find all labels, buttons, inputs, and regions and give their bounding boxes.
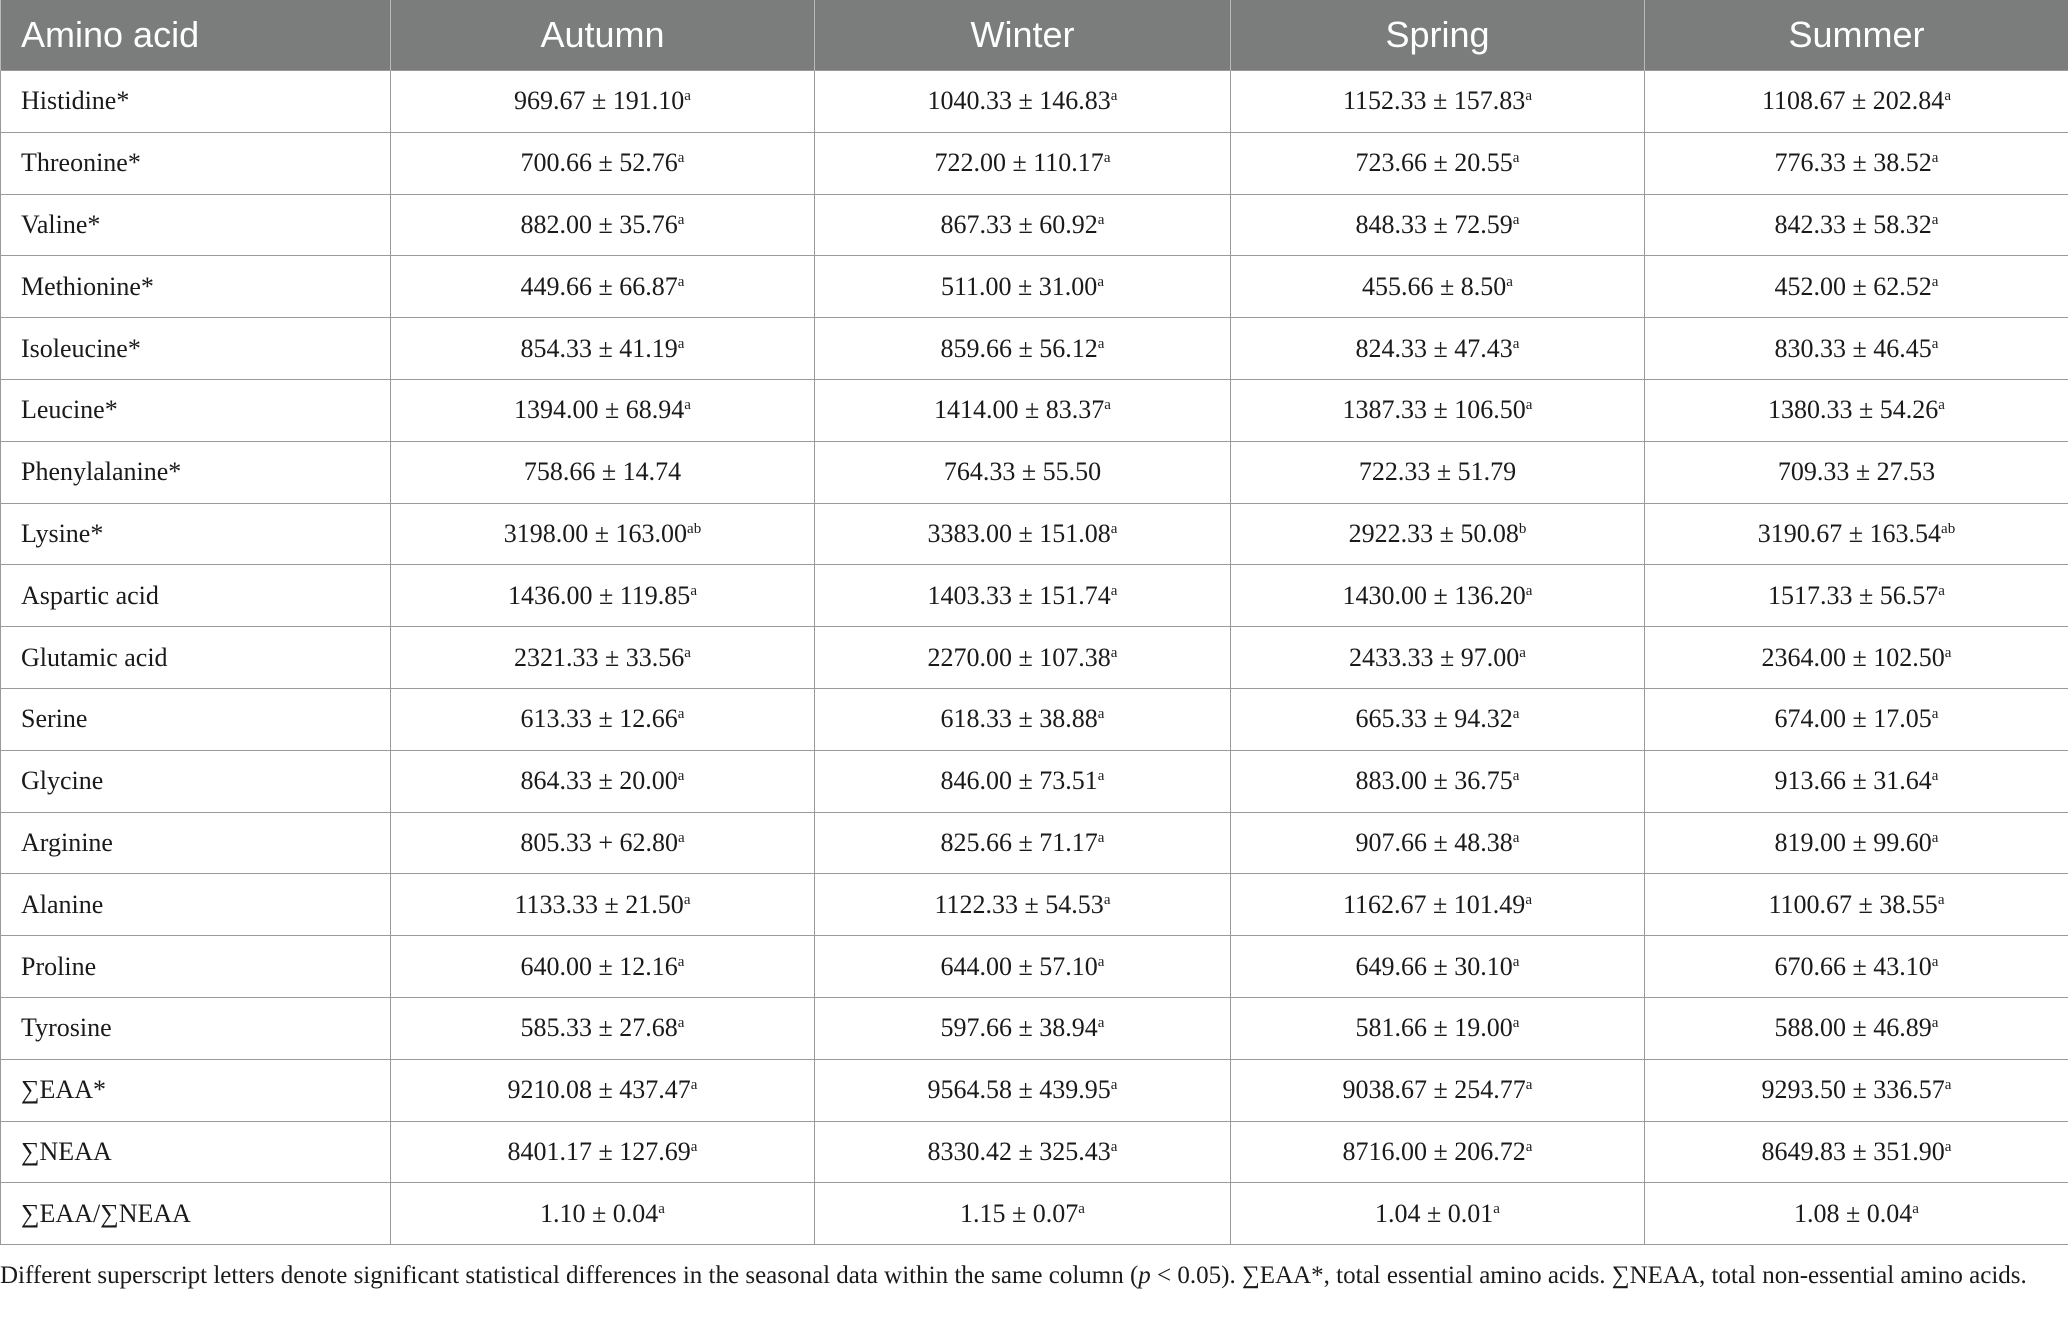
mean-sd-value: 854.33 ± 41.19	[520, 333, 678, 363]
value-cell-summer	[1645, 318, 2068, 380]
mean-sd-value: 1436.00 ± 119.85	[508, 580, 691, 610]
mean-sd-value: 1380.33 ± 54.26	[1768, 395, 1939, 425]
significance-letter: a	[684, 644, 691, 661]
value-cell-spring	[1231, 1059, 1645, 1121]
significance-letter: a	[1525, 1077, 1533, 1094]
significance-letter: a	[1097, 768, 1105, 785]
mean-sd-value: 9564.58 ± 439.95	[927, 1075, 1111, 1105]
mean-sd-value: 776.33 ± 38.52	[1774, 148, 1932, 178]
value-cell-winter	[815, 441, 1231, 503]
significance-letter: a	[1078, 1200, 1085, 1217]
mean-sd-value: 830.33 ± 46.45	[1774, 333, 1932, 363]
significance-letter: a	[1110, 88, 1118, 105]
mean-sd-value: 846.00 ± 73.51	[940, 766, 1098, 796]
significance-letter: a	[1931, 706, 1939, 723]
value-cell-autumn	[391, 812, 815, 874]
significance-letter: a	[1512, 335, 1520, 352]
amino-acid-name: Aspartic acid	[1, 565, 391, 627]
mean-sd-value: 2270.00 ± 107.38	[927, 642, 1111, 672]
significance-letter: a	[1097, 211, 1105, 228]
significance-letter: a	[1512, 211, 1520, 228]
mean-sd-value: 2364.00 ± 102.50	[1761, 642, 1945, 672]
value-cell-autumn	[391, 132, 815, 194]
significance-letter: a	[677, 768, 685, 785]
table-row	[1, 750, 2068, 812]
mean-sd-value: 842.33 ± 58.32	[1774, 209, 1932, 239]
mean-sd-value: 700.66 ± 52.76	[520, 148, 678, 178]
significance-letter: a	[1512, 150, 1520, 167]
mean-sd-value: 1100.67 ± 38.55	[1768, 889, 1938, 919]
mean-sd-value: 859.66 ± 56.12	[940, 333, 1098, 363]
significance-letter: a	[690, 1138, 698, 1155]
value-cell-winter	[815, 1183, 1231, 1245]
amino-acid-name: Histidine*	[1, 71, 391, 133]
mean-sd-value: 1122.33 ± 54.53	[934, 889, 1104, 919]
mean-sd-value: 613.33 ± 12.66	[520, 704, 678, 734]
table-row	[1, 1059, 2068, 1121]
mean-sd-value: 8401.17 ± 127.69	[507, 1136, 691, 1166]
amino-acid-name: Proline	[1, 936, 391, 998]
table-row	[1, 565, 2068, 627]
value-cell-autumn	[391, 1121, 815, 1183]
amino-acid-name: Methionine*	[1, 256, 391, 318]
amino-acid-name: Glycine	[1, 750, 391, 812]
amino-acid-name: ∑NEAA	[1, 1121, 391, 1183]
mean-sd-value: 2922.33 ± 50.08	[1348, 518, 1519, 548]
significance-letter: a	[1944, 1077, 1952, 1094]
mean-sd-value: 455.66 ± 8.50	[1362, 271, 1507, 301]
table-row	[1, 132, 2068, 194]
value-cell-spring	[1231, 194, 1645, 256]
table-row	[1, 874, 2068, 936]
table-row	[1, 441, 2068, 503]
value-cell-spring	[1231, 997, 1645, 1059]
mean-sd-value: 805.33 + 62.80	[520, 827, 678, 857]
value-cell-autumn	[391, 379, 815, 441]
significance-letter: a	[1912, 1200, 1919, 1217]
significance-letter: a	[1110, 520, 1118, 537]
mean-sd-value: 9038.67 ± 254.77	[1342, 1075, 1526, 1105]
mean-sd-value: 452.00 ± 62.52	[1774, 271, 1932, 301]
mean-sd-value: 825.66 ± 71.17	[940, 827, 1098, 857]
value-cell-autumn	[391, 874, 815, 936]
value-cell-spring	[1231, 71, 1645, 133]
significance-letter: a	[1938, 582, 1945, 599]
significance-letter: a	[1512, 829, 1520, 846]
significance-letter: ab	[1941, 520, 1956, 537]
significance-letter: a	[1931, 150, 1939, 167]
value-cell-summer	[1645, 688, 2068, 750]
amino-acid-name: Valine*	[1, 194, 391, 256]
significance-letter: a	[1512, 953, 1520, 970]
value-cell-winter	[815, 132, 1231, 194]
amino-acid-name: ∑EAA/∑NEAA	[1, 1183, 391, 1245]
significance-letter: a	[1097, 829, 1105, 846]
mean-sd-value: 9210.08 ± 437.47	[507, 1075, 691, 1105]
significance-letter: a	[1525, 582, 1533, 599]
value-cell-autumn	[391, 997, 815, 1059]
mean-sd-value: 618.33 ± 38.88	[940, 704, 1098, 734]
significance-letter: a	[677, 1015, 685, 1032]
mean-sd-value: 723.66 ± 20.55	[1355, 148, 1513, 178]
significance-letter: a	[1110, 1077, 1118, 1094]
mean-sd-value: 1108.67 ± 202.84	[1762, 86, 1945, 116]
value-cell-summer	[1645, 379, 2068, 441]
significance-letter: a	[1512, 768, 1520, 785]
value-cell-spring	[1231, 565, 1645, 627]
mean-sd-value: 640.00 ± 12.16	[520, 951, 678, 981]
value-cell-summer	[1645, 441, 2068, 503]
value-cell-spring	[1231, 750, 1645, 812]
value-cell-spring	[1231, 1121, 1645, 1183]
footnote-text-2: < 0.05). ∑EAA*, total essential amino acids. ∑NEAA, total non-essential amino acids.	[1150, 1262, 2027, 1289]
significance-letter: a	[658, 1200, 665, 1217]
value-cell-summer	[1645, 750, 2068, 812]
table-row	[1, 194, 2068, 256]
value-cell-winter	[815, 379, 1231, 441]
value-cell-summer	[1645, 1121, 2068, 1183]
significance-letter: a	[1103, 891, 1111, 908]
mean-sd-value: 1387.33 ± 106.50	[1342, 395, 1526, 425]
table-row	[1, 256, 2068, 318]
value-cell-autumn	[391, 565, 815, 627]
mean-sd-value: 2321.33 ± 33.56	[514, 642, 685, 672]
mean-sd-value: 1403.33 ± 151.74	[927, 580, 1111, 610]
significance-letter: a	[1525, 88, 1532, 105]
mean-sd-value: 1414.00 ± 83.37	[934, 395, 1105, 425]
mean-sd-value: 649.66 ± 30.10	[1355, 951, 1513, 981]
value-cell-autumn	[391, 688, 815, 750]
mean-sd-value: 588.00 ± 46.89	[1774, 1013, 1932, 1043]
value-cell-winter	[815, 997, 1231, 1059]
mean-sd-value: 2433.33 ± 97.00	[1349, 642, 1520, 672]
value-cell-summer	[1645, 194, 2068, 256]
value-cell-summer	[1645, 132, 2068, 194]
mean-sd-value: 867.33 ± 60.92	[940, 209, 1098, 239]
mean-sd-value: 882.00 ± 35.76	[520, 209, 678, 239]
significance-letter: a	[677, 150, 685, 167]
significance-letter: a	[684, 88, 691, 105]
table-row	[1, 1183, 2068, 1245]
table-row	[1, 997, 2068, 1059]
value-cell-winter	[815, 503, 1231, 565]
table-row	[1, 379, 2068, 441]
significance-letter: a	[677, 706, 685, 723]
mean-sd-value: 9293.50 ± 336.57	[1761, 1075, 1945, 1105]
value-cell-winter	[815, 565, 1231, 627]
header-autumn: Autumn	[391, 0, 815, 71]
significance-letter: a	[683, 891, 691, 908]
mean-sd-value: 1394.00 ± 68.94	[514, 395, 685, 425]
value-cell-winter	[815, 874, 1231, 936]
value-cell-autumn	[391, 441, 815, 503]
value-cell-winter	[815, 688, 1231, 750]
significance-letter: a	[677, 335, 685, 352]
value-cell-summer	[1645, 1059, 2068, 1121]
mean-sd-value: 1133.33 ± 21.50	[514, 889, 684, 919]
footnote-p-symbol: p	[1138, 1262, 1151, 1289]
value-cell-summer	[1645, 503, 2068, 565]
significance-letter: a	[1944, 88, 1951, 105]
mean-sd-value: 8330.42 ± 325.43	[927, 1136, 1111, 1166]
mean-sd-value: 511.00 ± 31.00	[941, 271, 1098, 301]
mean-sd-value: 1.08 ± 0.04	[1794, 1198, 1913, 1228]
significance-letter: a	[1931, 335, 1939, 352]
value-cell-spring	[1231, 1183, 1645, 1245]
mean-sd-value: 8649.83 ± 351.90	[1761, 1136, 1945, 1166]
table-row	[1, 318, 2068, 380]
significance-letter: a	[1104, 397, 1111, 414]
significance-letter: a	[1525, 1138, 1533, 1155]
value-cell-spring	[1231, 874, 1645, 936]
significance-letter: a	[1097, 273, 1104, 290]
significance-letter: a	[1110, 1138, 1118, 1155]
mean-sd-value: 1.04 ± 0.01	[1375, 1198, 1494, 1228]
mean-sd-value: 449.66 ± 66.87	[520, 271, 678, 301]
value-cell-autumn	[391, 750, 815, 812]
value-cell-spring	[1231, 256, 1645, 318]
value-cell-autumn	[391, 194, 815, 256]
value-cell-summer	[1645, 256, 2068, 318]
value-cell-winter	[815, 936, 1231, 998]
value-cell-summer	[1645, 874, 2068, 936]
value-cell-autumn	[391, 71, 815, 133]
value-cell-autumn	[391, 318, 815, 380]
significance-letter: a	[677, 211, 685, 228]
table-row	[1, 627, 2068, 689]
significance-letter: a	[1493, 1200, 1500, 1217]
amino-acid-name: Glutamic acid	[1, 627, 391, 689]
significance-letter: a	[677, 953, 685, 970]
table-row	[1, 71, 2068, 133]
mean-sd-value: 848.33 ± 72.59	[1355, 209, 1513, 239]
mean-sd-value: 1162.67 ± 101.49	[1343, 889, 1526, 919]
header-spring: Spring	[1231, 0, 1645, 71]
mean-sd-value: 722.33 ± 51.79	[1358, 457, 1517, 487]
mean-sd-value: 1430.00 ± 136.20	[1342, 580, 1526, 610]
significance-letter: a	[1931, 829, 1939, 846]
value-cell-spring	[1231, 132, 1645, 194]
significance-letter: a	[690, 1077, 698, 1094]
significance-letter: a	[1097, 953, 1105, 970]
significance-letter: ab	[687, 520, 702, 537]
significance-letter: a	[1944, 644, 1952, 661]
mean-sd-value: 674.00 ± 17.05	[1774, 704, 1932, 734]
significance-letter: a	[1097, 335, 1105, 352]
significance-letter: b	[1518, 520, 1527, 537]
value-cell-autumn	[391, 936, 815, 998]
header-winter: Winter	[815, 0, 1231, 71]
value-cell-summer	[1645, 565, 2068, 627]
significance-letter: a	[1097, 1015, 1105, 1032]
significance-letter: a	[1519, 644, 1526, 661]
mean-sd-value: 1.15 ± 0.07	[960, 1198, 1079, 1228]
mean-sd-value: 913.66 ± 31.64	[1774, 766, 1932, 796]
mean-sd-value: 764.33 ± 55.50	[943, 457, 1102, 487]
significance-letter: a	[1525, 397, 1533, 414]
value-cell-winter	[815, 194, 1231, 256]
value-cell-winter	[815, 1059, 1231, 1121]
mean-sd-value: 670.66 ± 43.10	[1774, 951, 1932, 981]
value-cell-summer	[1645, 1183, 2068, 1245]
significance-letter: a	[1944, 1138, 1952, 1155]
significance-letter: a	[1931, 273, 1939, 290]
significance-letter: a	[1103, 150, 1111, 167]
significance-letter: a	[1506, 273, 1513, 290]
significance-letter: a	[1512, 1015, 1520, 1032]
significance-letter: a	[1931, 1015, 1939, 1032]
amino-acid-name: Alanine	[1, 874, 391, 936]
mean-sd-value: 1152.33 ± 157.83	[1343, 86, 1526, 116]
amino-acid-name: Tyrosine	[1, 997, 391, 1059]
significance-letter: a	[1938, 397, 1945, 414]
value-cell-spring	[1231, 318, 1645, 380]
mean-sd-value: 3198.00 ± 163.00	[503, 518, 688, 548]
amino-acid-name: Serine	[1, 688, 391, 750]
significance-letter: a	[1937, 891, 1945, 908]
mean-sd-value: 1.10 ± 0.04	[540, 1198, 659, 1228]
value-cell-autumn	[391, 256, 815, 318]
mean-sd-value: 1517.33 ± 56.57	[1768, 580, 1939, 610]
value-cell-winter	[815, 750, 1231, 812]
significance-letter: a	[1110, 644, 1118, 661]
amino-acid-name: Lysine*	[1, 503, 391, 565]
value-cell-spring	[1231, 688, 1645, 750]
value-cell-winter	[815, 256, 1231, 318]
amino-acid-name: Phenylalanine*	[1, 441, 391, 503]
value-cell-spring	[1231, 627, 1645, 689]
significance-letter: a	[678, 829, 685, 846]
mean-sd-value: 597.66 ± 38.94	[940, 1013, 1098, 1043]
significance-letter: a	[690, 582, 697, 599]
mean-sd-value: 3383.00 ± 151.08	[927, 518, 1111, 548]
mean-sd-value: 8716.00 ± 206.72	[1342, 1136, 1526, 1166]
mean-sd-value: 907.66 ± 48.38	[1355, 827, 1513, 857]
mean-sd-value: 758.66 ± 14.74	[523, 457, 682, 487]
value-cell-summer	[1645, 812, 2068, 874]
mean-sd-value: 581.66 ± 19.00	[1355, 1013, 1513, 1043]
table-body	[1, 71, 2068, 1245]
table-row	[1, 1121, 2068, 1183]
significance-letter: a	[1931, 211, 1939, 228]
table-row	[1, 688, 2068, 750]
value-cell-summer	[1645, 936, 2068, 998]
table-row	[1, 812, 2068, 874]
amino-acid-name: Isoleucine*	[1, 318, 391, 380]
value-cell-winter	[815, 318, 1231, 380]
significance-letter: a	[1525, 891, 1532, 908]
amino-acid-name: ∑EAA*	[1, 1059, 391, 1121]
significance-letter: a	[1512, 706, 1520, 723]
value-cell-autumn	[391, 503, 815, 565]
mean-sd-value: 1040.33 ± 146.83	[927, 86, 1111, 116]
mean-sd-value: 644.00 ± 57.10	[940, 951, 1098, 981]
header-amino-acid: Amino acid	[1, 0, 391, 71]
value-cell-spring	[1231, 936, 1645, 998]
significance-letter: a	[677, 273, 685, 290]
value-cell-summer	[1645, 627, 2068, 689]
table-footnote	[0, 1257, 2048, 1294]
value-cell-autumn	[391, 627, 815, 689]
value-cell-spring	[1231, 441, 1645, 503]
value-cell-winter	[815, 812, 1231, 874]
mean-sd-value: 864.33 ± 20.00	[520, 766, 678, 796]
mean-sd-value: 883.00 ± 36.75	[1355, 766, 1513, 796]
table-row	[1, 503, 2068, 565]
amino-acid-name: Threonine*	[1, 132, 391, 194]
significance-letter: a	[684, 397, 691, 414]
amino-acid-name: Arginine	[1, 812, 391, 874]
value-cell-winter	[815, 627, 1231, 689]
value-cell-spring	[1231, 379, 1645, 441]
significance-letter: a	[1097, 706, 1105, 723]
mean-sd-value: 969.67 ± 191.10	[514, 86, 685, 116]
mean-sd-value: 585.33 ± 27.68	[520, 1013, 678, 1043]
value-cell-summer	[1645, 997, 2068, 1059]
value-cell-winter	[815, 1121, 1231, 1183]
mean-sd-value: 722.00 ± 110.17	[934, 148, 1104, 178]
footnote-text-1: Different superscript letters denote significant statistical differences in the seasonal data within the same column (	[0, 1262, 1139, 1289]
table-row	[1, 936, 2068, 998]
value-cell-autumn	[391, 1183, 815, 1245]
significance-letter: a	[1931, 768, 1939, 785]
value-cell-spring	[1231, 812, 1645, 874]
mean-sd-value: 819.00 ± 99.60	[1774, 827, 1932, 857]
mean-sd-value: 709.33 ± 27.53	[1777, 457, 1936, 487]
value-cell-spring	[1231, 503, 1645, 565]
mean-sd-value: 824.33 ± 47.43	[1355, 333, 1513, 363]
significance-letter: a	[1110, 582, 1118, 599]
table-header-row	[1, 0, 2068, 71]
mean-sd-value: 665.33 ± 94.32	[1355, 704, 1513, 734]
amino-acid-name: Leucine*	[1, 379, 391, 441]
significance-letter: a	[1931, 953, 1939, 970]
value-cell-summer	[1645, 71, 2068, 133]
header-summer: Summer	[1645, 0, 2068, 71]
mean-sd-value: 3190.67 ± 163.54	[1757, 518, 1942, 548]
value-cell-autumn	[391, 1059, 815, 1121]
value-cell-winter	[815, 71, 1231, 133]
